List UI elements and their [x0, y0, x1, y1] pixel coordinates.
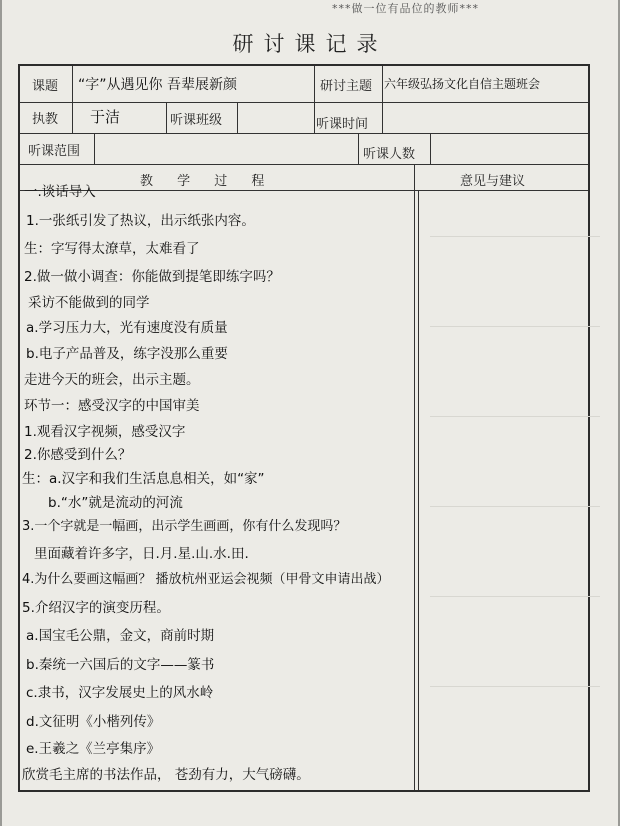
topic-label: 课题 — [32, 79, 59, 94]
row-divider — [20, 102, 588, 103]
page-title: 研讨课记录 — [232, 32, 388, 56]
class-label: 听课班级 — [170, 113, 223, 128]
topic-value: “字”从遇见你 吾辈展新颜 — [78, 77, 237, 93]
process-line: 4.为什么要画这幅画？ 播放杭州亚运会视频（甲骨文申请出战） — [22, 572, 390, 587]
process-line: b.电子产品普及，练字没那么重要 — [26, 346, 228, 362]
process-line: 1.观看汉字视频，感受汉字 — [24, 424, 186, 440]
top-strip: ***做一位有品位的教师*** — [332, 2, 479, 15]
process-line: a.学习压力大，光有速度没有质量 — [26, 320, 228, 336]
faint-line — [430, 236, 600, 237]
col-divider — [382, 66, 383, 102]
time-label: 听课时间 — [316, 117, 369, 132]
process-line: 生：字写得太潦草，太难看了 — [24, 241, 200, 257]
col-divider — [430, 133, 431, 164]
row-divider — [20, 164, 588, 165]
col-divider — [237, 102, 238, 133]
faint-line — [430, 596, 600, 597]
teacher-value: 于洁 — [90, 108, 121, 126]
process-line: 2.做一做小调查：你能做到提笔即练字吗？ — [24, 269, 280, 285]
col-divider — [414, 164, 415, 790]
process-line: b.秦统一六国后的文字——篆书 — [26, 657, 215, 673]
theme-label: 研讨主题 — [320, 79, 373, 94]
process-line: 环节一：感受汉字的中国审美 — [24, 398, 200, 414]
process-line: 一.谈话导入 — [24, 184, 96, 200]
col-divider — [314, 66, 315, 133]
process-line: 3.一个字就是一幅画，出示学生画画，你有什么发现吗？ — [22, 519, 347, 534]
process-line: 2.你感受到什么？ — [24, 447, 132, 463]
process-header: 教 学 过 程 — [140, 174, 275, 189]
count-label: 听课人数 — [363, 147, 416, 162]
col-divider — [166, 102, 167, 133]
scope-label: 听课范围 — [28, 144, 81, 159]
process-line: 5.介绍汉字的演变历程。 — [22, 600, 170, 616]
col-divider — [418, 190, 419, 790]
faint-line — [430, 416, 600, 417]
document-page — [2, 0, 618, 826]
faint-line — [430, 686, 600, 687]
process-line: e.王羲之《兰亭集序》 — [26, 741, 161, 757]
row-divider — [20, 133, 588, 134]
process-line: c.隶书，汉字发展史上的风水岭 — [26, 685, 214, 701]
teacher-label: 执教 — [32, 112, 59, 127]
process-line: 采访不能做到的同学 — [28, 295, 150, 311]
theme-value: 六年级弘扬文化自信主题班会 — [384, 77, 541, 91]
process-line: d.文征明《小楷列传》 — [26, 714, 161, 730]
row-divider — [20, 190, 588, 191]
faint-line — [430, 506, 600, 507]
process-line: a.国宝毛公鼎，金文，商前时期 — [26, 628, 215, 644]
col-divider — [72, 66, 73, 133]
col-divider — [94, 133, 95, 164]
col-divider — [358, 133, 359, 164]
process-line: 生：a.汉字和我们生活息息相关，如“家” — [22, 471, 265, 487]
process-line: 1.一张纸引发了热议，出示纸张内容。 — [26, 213, 255, 229]
process-line: 欣赏毛主席的书法作品， 苍劲有力，大气磅礴。 — [22, 767, 310, 783]
suggestions-header: 意见与建议 — [460, 174, 526, 189]
process-line: b.“水”就是流动的河流 — [48, 495, 183, 511]
process-line: 走进今天的班会，出示主题。 — [24, 372, 200, 388]
col-divider — [382, 102, 383, 133]
process-line: 里面藏着许多字，日.月.星.山.水.田. — [34, 546, 249, 562]
faint-line — [430, 326, 600, 327]
